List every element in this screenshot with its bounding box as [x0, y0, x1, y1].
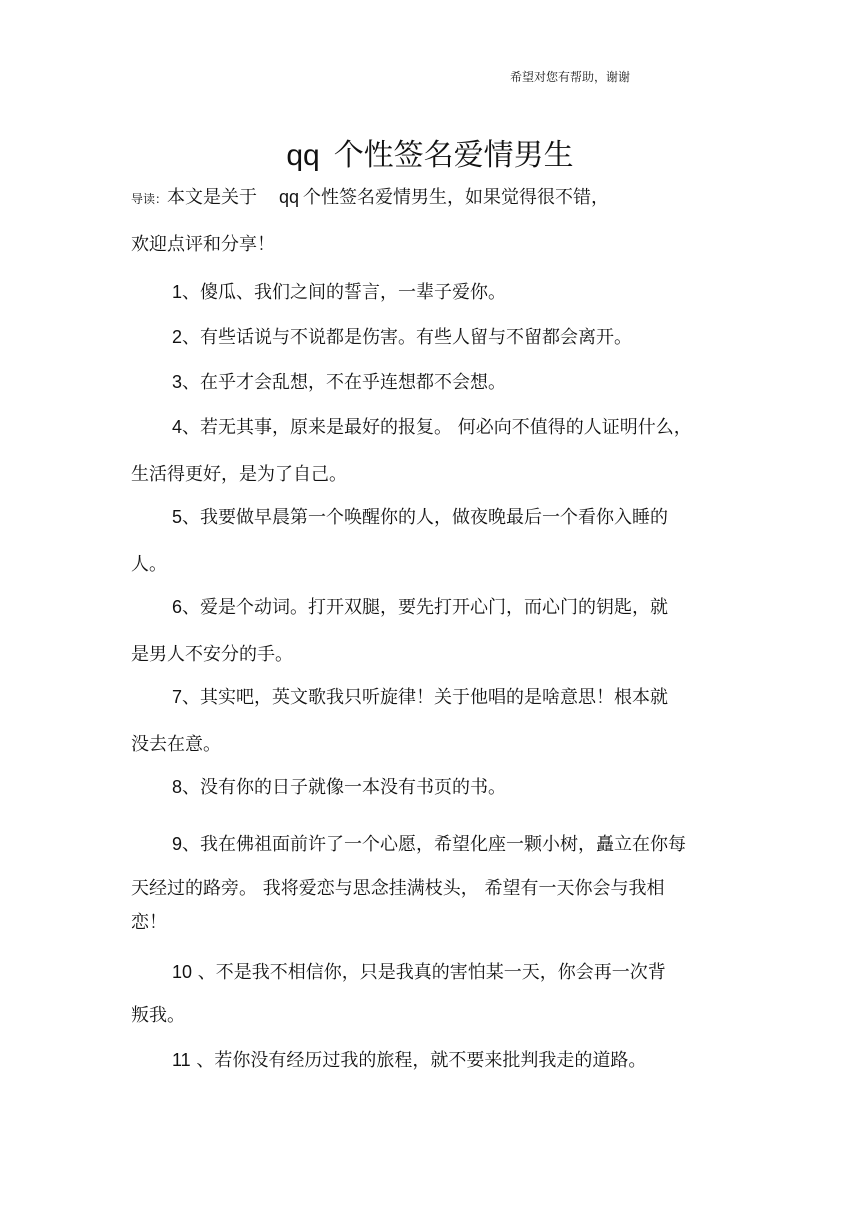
list-item — [172, 593, 668, 619]
item-number: 11 — [172, 1050, 191, 1070]
list-item-continuation — [131, 730, 221, 756]
list-item — [172, 773, 506, 799]
list-item — [172, 278, 506, 304]
intro-label: 导读： — [131, 192, 168, 206]
item-number: 7 — [172, 687, 183, 707]
list-item — [172, 323, 632, 349]
item-number: 10 — [172, 962, 193, 982]
item-number: 6 — [172, 597, 183, 617]
list-item — [172, 958, 666, 984]
item-text: 、不是我不相信你，只是我真的害怕某一天，你会再一次背 — [192, 962, 666, 983]
item-text: 、其实吧，英文歌我只听旋律！关于他唱的是啥意思！根本就 — [182, 687, 669, 708]
title-latin: qq — [286, 139, 320, 172]
intro-latin: qq — [279, 187, 300, 207]
item-text: 是男人不安分的手。 — [131, 644, 293, 665]
list-item-continuation — [131, 460, 347, 486]
page-title — [0, 130, 860, 174]
item-number: 1 — [172, 282, 183, 302]
item-text: 生活得更好，是为了自己。 — [131, 464, 347, 485]
list-item — [172, 413, 692, 439]
item-text: 、我要做早晨第一个唤醒你的人，做夜晚最后一个看你入睡的 — [182, 507, 669, 528]
item-number: 5 — [172, 507, 183, 527]
list-item — [172, 1046, 646, 1072]
list-item-continuation — [131, 874, 664, 900]
header-note: 希望对您有帮助，谢谢 — [510, 70, 631, 84]
intro-text-b: 个性签名爱情男生，如果觉得很不错， — [303, 187, 610, 208]
item-number: 2 — [172, 327, 183, 347]
title-text: 个性签名爱情男生 — [333, 138, 574, 173]
item-text: 、傻瓜、我们之间的誓言，一辈子爱你。 — [182, 282, 507, 303]
item-number: 9 — [172, 834, 183, 854]
intro-text-a: 本文是关于 — [167, 187, 258, 208]
list-item — [172, 830, 686, 856]
item-number: 8 — [172, 777, 183, 797]
item-text: 人。 — [131, 554, 167, 575]
item-text: 叛我。 — [131, 1005, 185, 1026]
item-text: 没去在意。 — [131, 734, 221, 755]
item-text: 、在乎才会乱想，不在乎连想都不会想。 — [182, 372, 507, 393]
item-text: 、若无其事，原来是最好的报复。 何必向不值得的人证明什么， — [182, 417, 692, 438]
item-text: 、爱是个动词。打开双腿，要先打开心门，而心门的钥匙，就 — [182, 597, 669, 618]
item-number: 3 — [172, 372, 183, 392]
list-item — [172, 368, 506, 394]
item-text: 、有些话说与不说都是伤害。有些人留与不留都会离开。 — [182, 327, 633, 348]
list-item-continuation — [131, 908, 167, 934]
item-text: 恋！ — [131, 912, 167, 933]
list-item — [172, 683, 668, 709]
list-item-continuation — [131, 640, 293, 666]
item-number: 4 — [172, 417, 183, 437]
item-text: 、若你没有经历过我的旅程，就不要来批判我走的道路。 — [190, 1050, 647, 1071]
list-item-continuation — [131, 1001, 185, 1027]
item-text: 、我在佛祖面前许了一个心愿，希望化座一颗小树，矗立在你每 — [182, 834, 687, 855]
list-item — [172, 503, 668, 529]
item-text: 天经过的路旁。 我将爱恋与思念挂满枝头， 希望有一天你会与我相 — [131, 878, 665, 899]
intro-line-2: 欢迎点评和分享！ — [131, 234, 275, 255]
item-text: 、没有你的日子就像一本没有书页的书。 — [182, 777, 507, 798]
list-item-continuation — [131, 550, 167, 576]
intro-line-1 — [131, 183, 609, 209]
